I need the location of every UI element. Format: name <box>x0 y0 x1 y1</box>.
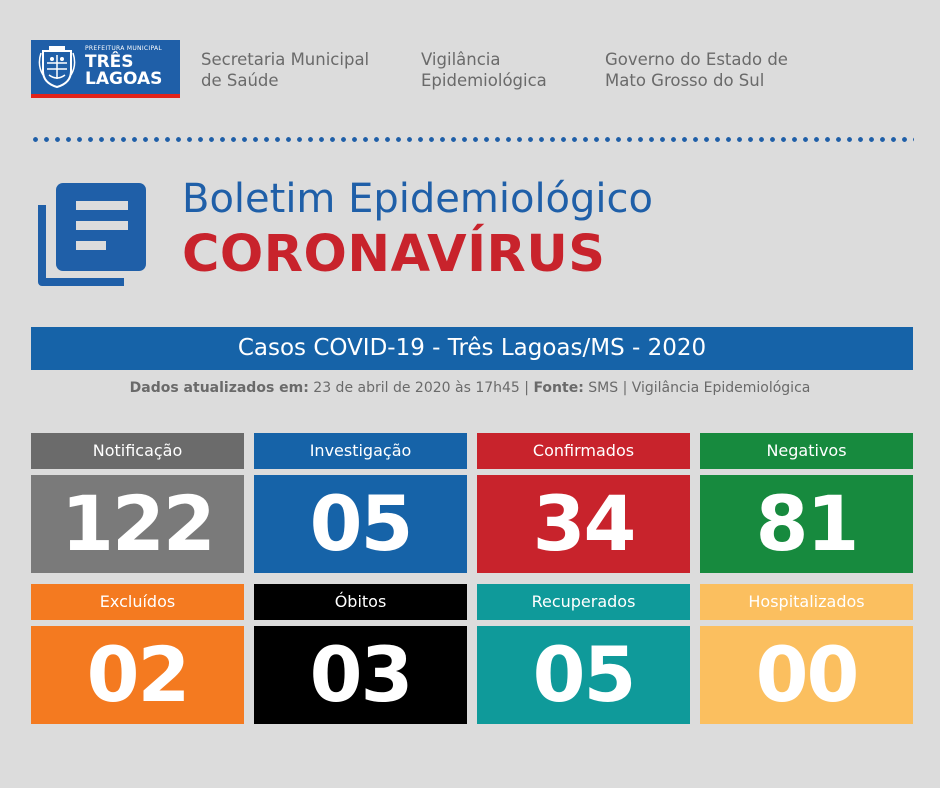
card-value: 03 <box>254 626 467 724</box>
header-vigilancia-line1: Vigilância <box>421 50 501 69</box>
logo-top-text: PREFEITURA MUNICIPAL <box>85 45 163 52</box>
header-vigilancia <box>421 49 547 91</box>
card-confirmados <box>477 433 690 573</box>
city-crest-icon <box>37 45 77 89</box>
card-recuperados <box>477 584 690 724</box>
logo-name-line2: LAGOAS <box>85 69 163 89</box>
update-info <box>0 380 940 396</box>
card-label: Hospitalizados <box>700 584 913 620</box>
card-label: Confirmados <box>477 433 690 469</box>
card-value: 05 <box>477 626 690 724</box>
card-value: 81 <box>700 475 913 573</box>
card-label: Negativos <box>700 433 913 469</box>
card-value: 122 <box>31 475 244 573</box>
card-excluidos <box>31 584 244 724</box>
header-governo-line2: Mato Grosso do Sul <box>605 71 765 90</box>
title-boletim: Boletim Epidemiológico <box>182 176 653 222</box>
prefeitura-logo <box>31 40 180 98</box>
source-label: Fonte: <box>533 380 584 396</box>
card-label: Óbitos <box>254 584 467 620</box>
logo-name-line1: TRÊS <box>85 52 134 72</box>
card-negativos <box>700 433 913 573</box>
card-investigacao <box>254 433 467 573</box>
title-coronavirus: CORONAVÍRUS <box>182 225 606 284</box>
header-vigilancia-line2: Epidemiológica <box>421 71 547 90</box>
card-notificacao <box>31 433 244 573</box>
updated-value: 23 de abril de 2020 às 17h45 | <box>308 380 534 396</box>
header-governo <box>605 49 788 91</box>
header-saude-line2: de Saúde <box>201 71 279 90</box>
document-icon <box>38 183 146 286</box>
dotted-divider <box>30 137 914 142</box>
header <box>0 0 940 110</box>
updated-label: Dados atualizados em: <box>129 380 309 396</box>
card-value: 05 <box>254 475 467 573</box>
card-hospitalizados <box>700 584 913 724</box>
card-label: Notificação <box>31 433 244 469</box>
card-obitos <box>254 584 467 724</box>
cases-banner: Casos COVID-19 - Três Lagoas/MS - 2020 <box>31 327 913 370</box>
card-value: 00 <box>700 626 913 724</box>
source-value: SMS | Vigilância Epidemiológica <box>583 380 811 396</box>
card-value: 02 <box>31 626 244 724</box>
card-label: Investigação <box>254 433 467 469</box>
card-label: Excluídos <box>31 584 244 620</box>
header-governo-line1: Governo do Estado de <box>605 50 788 69</box>
header-saude-line1: Secretaria Municipal <box>201 50 370 69</box>
header-saude <box>201 49 369 91</box>
card-label: Recuperados <box>477 584 690 620</box>
card-value: 34 <box>477 475 690 573</box>
